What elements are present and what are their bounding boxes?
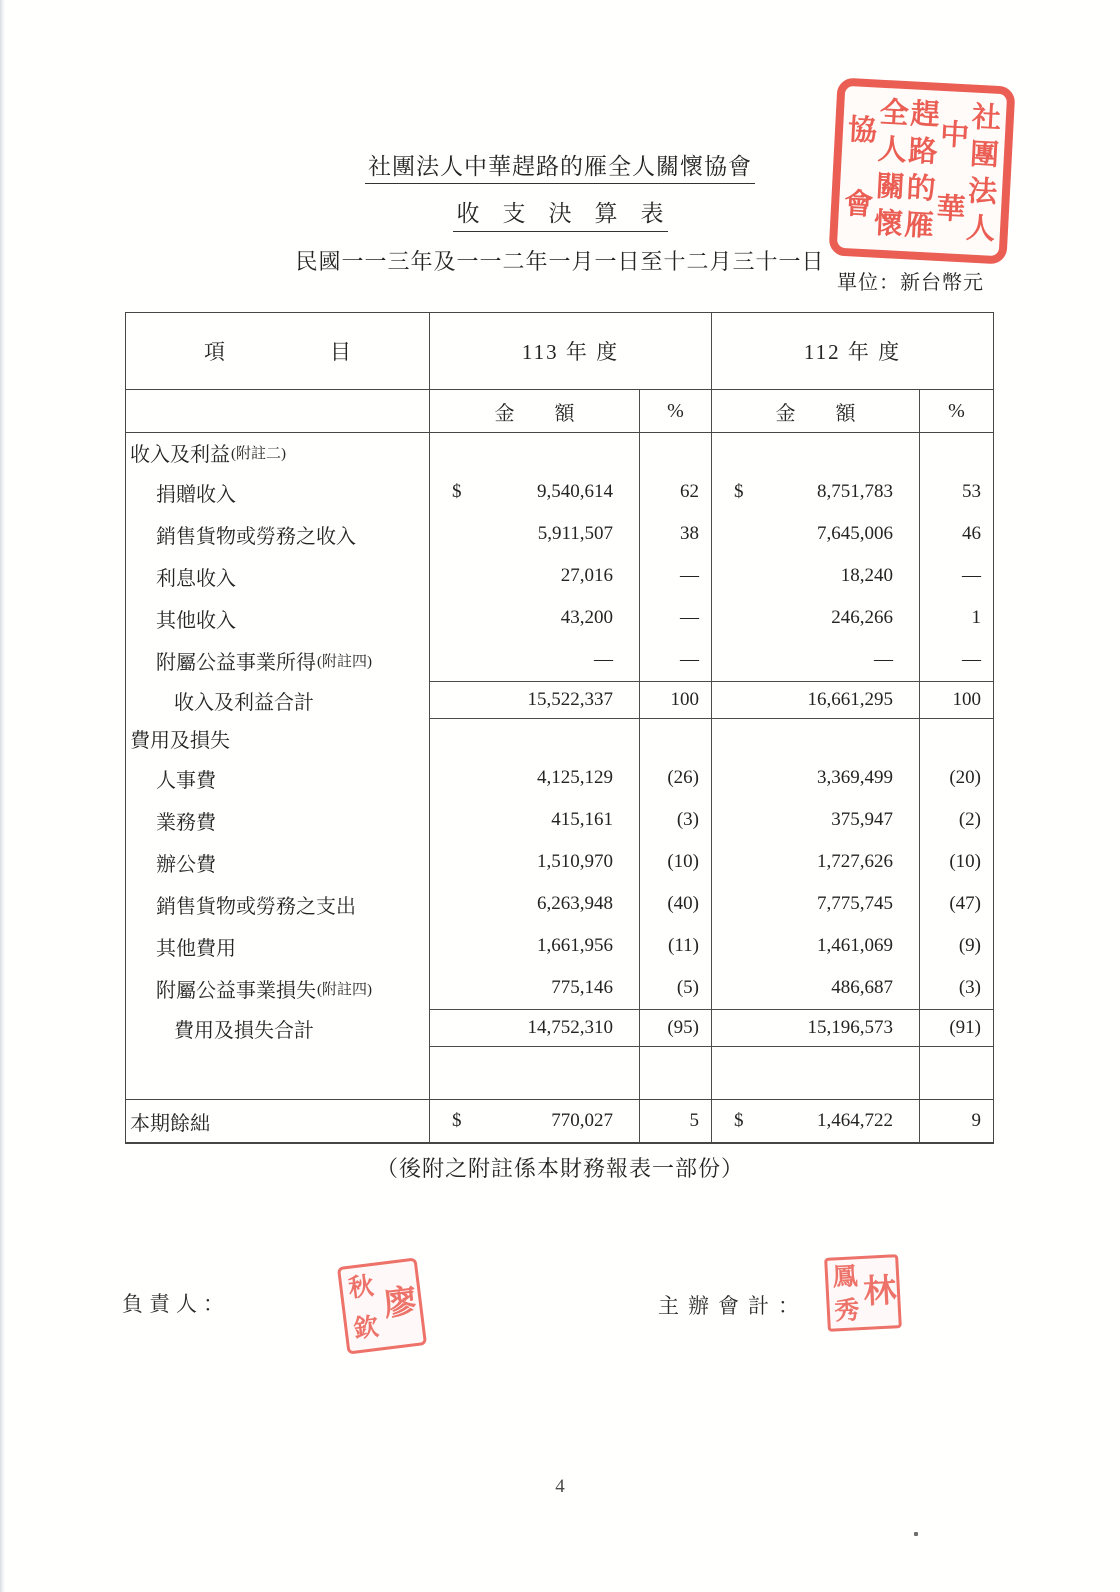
- principal-seal-stamp: [337, 1257, 427, 1354]
- column-header-year-112: 112 年 度: [711, 313, 993, 389]
- row-note-text: (附註四): [317, 981, 372, 998]
- amount-value: 27,016: [560, 565, 613, 586]
- percent-cell-113: [639, 841, 711, 883]
- percent-cell-112: [919, 555, 993, 597]
- percent-cell-113: [639, 1009, 711, 1047]
- amount-cell-113: [429, 555, 639, 597]
- percent-value: (40): [667, 893, 699, 914]
- amount-value: 375,947: [831, 809, 893, 830]
- row-label-cell: [126, 597, 429, 639]
- table-row: [126, 883, 993, 925]
- row-label-cell: [126, 799, 429, 841]
- amount-cell-113: [429, 513, 639, 555]
- row-label-cell: [126, 841, 429, 883]
- amount-value: 43,200: [560, 607, 613, 628]
- row-label-text: 人事費: [156, 769, 216, 792]
- page-number: 4: [555, 1476, 565, 1497]
- table-row: [126, 513, 993, 555]
- amount-value: 14,752,310: [527, 1017, 613, 1038]
- percent-cell-113: [639, 597, 711, 639]
- seal-character: 秀: [833, 1296, 861, 1326]
- amount-value: 1,461,069: [817, 935, 893, 956]
- row-label-cell: [126, 1047, 429, 1099]
- column-header-percent-112: %: [919, 390, 993, 432]
- row-label-text: 收入及利益合計: [174, 691, 314, 714]
- dollar-sign: $: [452, 481, 462, 502]
- table-row: [126, 681, 993, 719]
- percent-cell-113: [639, 967, 711, 1009]
- row-label-cell: [126, 1100, 429, 1142]
- row-label-text: 本期餘絀: [130, 1112, 210, 1135]
- amount-value: 4,125,129: [537, 767, 613, 788]
- percent-cell-112: [919, 1047, 993, 1099]
- percent-cell-112: [919, 681, 993, 719]
- row-label-cell: [126, 433, 429, 471]
- amount-cell-113: [429, 1009, 639, 1047]
- accountant-signature-label: 主辦會計：: [658, 1294, 808, 1318]
- percent-value: (47): [949, 893, 981, 914]
- amount-cell-112: [711, 757, 919, 799]
- amount-value: 16,661,295: [807, 689, 893, 710]
- row-label-cell: [126, 639, 429, 681]
- row-note-text: (附註二): [231, 445, 286, 462]
- seal-character: 會: [843, 187, 874, 221]
- percent-cell-113: [639, 1047, 711, 1099]
- row-label-cell: [126, 925, 429, 967]
- seal-left-column: [827, 1259, 865, 1329]
- row-label-text: 附屬公益事業所得: [156, 651, 316, 674]
- dollar-sign: $: [734, 1110, 744, 1131]
- seal-character: 關: [874, 170, 906, 205]
- row-label-text: 費用及損失合計: [174, 1019, 314, 1042]
- row-label-text: 辦公費: [156, 853, 216, 876]
- amount-value: 9,540,614: [537, 481, 613, 502]
- table-row: [126, 1099, 993, 1142]
- table-row: [126, 639, 993, 681]
- table-header-row-measures: [126, 390, 993, 433]
- amount-cell-113: [429, 799, 639, 841]
- amount-value: 1,727,626: [817, 851, 893, 872]
- accountant-seal-stamp: [824, 1254, 902, 1332]
- percent-value: 38: [680, 523, 699, 544]
- table-row: [126, 841, 993, 883]
- row-label-text: 其他費用: [156, 937, 236, 960]
- percent-cell-112: [919, 597, 993, 639]
- row-label-text: 銷售貨物或勞務之支出: [156, 895, 356, 918]
- percent-cell-113: [639, 433, 711, 471]
- percent-value: 100: [952, 689, 981, 710]
- seal-character: 人: [965, 212, 996, 246]
- amount-cell-112: [711, 639, 919, 681]
- amount-cell-112: [711, 883, 919, 925]
- seal-character: 雁: [903, 209, 935, 243]
- amount-value: 7,775,745: [817, 893, 893, 914]
- table-row: [126, 1009, 993, 1047]
- seal-character: 團: [969, 138, 1000, 172]
- dollar-sign: $: [734, 481, 744, 502]
- currency-unit-label: 單位：新台幣元: [837, 272, 984, 294]
- amount-value: 3,369,499: [817, 767, 893, 788]
- row-label-text: 銷售貨物或勞務之收入: [156, 525, 356, 548]
- percent-cell-113: [639, 883, 711, 925]
- percent-value: (91): [949, 1017, 981, 1038]
- percent-cell-113: [639, 513, 711, 555]
- seal-character: 秋: [347, 1272, 376, 1303]
- percent-cell-112: [919, 471, 993, 513]
- percent-cell-112: [919, 433, 993, 471]
- amount-cell-113: [429, 597, 639, 639]
- percent-value: 1: [971, 607, 981, 628]
- percent-value: —: [962, 565, 981, 586]
- table-row: [126, 597, 993, 639]
- amount-cell-112: [711, 597, 919, 639]
- dollar-sign: $: [452, 1110, 462, 1131]
- amount-cell-112: [711, 513, 919, 555]
- seal-character: 全: [878, 96, 910, 131]
- seal-character: 路: [907, 135, 939, 169]
- row-label-text: 捐贈收入: [156, 483, 236, 506]
- table-row: [126, 1047, 993, 1099]
- percent-value: 46: [962, 523, 981, 544]
- seal-character: 華: [935, 192, 967, 226]
- amount-cell-113: [429, 471, 639, 513]
- amount-cell-112: [711, 1009, 919, 1047]
- principal-signature-label: 負責人：: [122, 1292, 230, 1316]
- row-label-cell: [126, 967, 429, 1009]
- amount-value: 6,263,948: [537, 893, 613, 914]
- seal-character: 趕: [909, 98, 941, 132]
- table-row: [126, 757, 993, 799]
- amount-value: 5,911,507: [537, 523, 613, 544]
- percent-value: (3): [676, 809, 699, 830]
- percent-value: 9: [971, 1110, 981, 1131]
- amount-cell-112: [711, 1047, 919, 1099]
- income-expense-table: [125, 312, 994, 1144]
- percent-cell-112: [919, 1100, 993, 1142]
- row-note-text: (附註四): [317, 653, 372, 670]
- column-header-amount-113: 金 額: [429, 390, 639, 432]
- percent-cell-113: [639, 681, 711, 719]
- amount-cell-113: [429, 1047, 639, 1099]
- amount-value: 15,522,337: [527, 689, 613, 710]
- seal-character: 協: [847, 113, 878, 148]
- organization-name: 社團法人中華趕路的雁全人關懷協會: [365, 148, 755, 184]
- percent-cell-112: [919, 967, 993, 1009]
- footnote: （後附之附註係本財務報表一部份）: [375, 1156, 744, 1181]
- table-row: [126, 471, 993, 513]
- row-label-text: 附屬公益事業損失: [156, 979, 316, 1002]
- scan-speck: [914, 1532, 918, 1536]
- percent-value: 62: [680, 481, 699, 502]
- row-label-cell: [126, 555, 429, 597]
- percent-value: 100: [670, 689, 699, 710]
- seal-character: 鳳: [831, 1262, 859, 1292]
- amount-value: 775,146: [551, 977, 613, 998]
- row-label-text: 利息收入: [156, 567, 236, 590]
- percent-value: 5: [689, 1110, 699, 1131]
- amount-value: 246,266: [831, 607, 893, 628]
- document-title: 收 支 決 算 表: [453, 195, 668, 232]
- percent-value: (20): [949, 767, 981, 788]
- seal-column: [964, 100, 1003, 249]
- amount-cell-113: [429, 883, 639, 925]
- percent-cell-113: [639, 1100, 711, 1142]
- column-header-amount-112: 金 額: [711, 390, 919, 432]
- seal-character: 人: [876, 133, 908, 168]
- amount-cell-112: [711, 1100, 919, 1142]
- row-label-cell: [126, 883, 429, 925]
- percent-value: (10): [667, 851, 699, 872]
- percent-cell-112: [919, 883, 993, 925]
- amount-cell-113: [429, 639, 639, 681]
- amount-cell-112: [711, 967, 919, 1009]
- row-label-text: 收入及利益: [130, 443, 230, 466]
- amount-value: 770,027: [551, 1110, 613, 1131]
- seal-character: 法: [967, 175, 998, 209]
- row-label-cell: [126, 719, 429, 757]
- amount-cell-112: [711, 719, 919, 757]
- table-header-row-years: [126, 313, 993, 390]
- amount-cell-113: [429, 757, 639, 799]
- percent-cell-113: [639, 555, 711, 597]
- column-header-year-113: 113 年 度: [429, 313, 711, 389]
- seal-character: 欽: [352, 1313, 381, 1344]
- row-label-cell: [126, 681, 429, 719]
- seal-character: 中: [939, 118, 971, 152]
- percent-cell-112: [919, 841, 993, 883]
- row-label-cell: [126, 471, 429, 513]
- amount-value: 8,751,783: [817, 481, 893, 502]
- percent-value: (9): [958, 935, 981, 956]
- organization-seal-stamp: [828, 77, 1015, 264]
- column-header-item: 項 目: [204, 340, 351, 364]
- amount-value: 18,240: [840, 565, 893, 586]
- amount-cell-113: [429, 967, 639, 1009]
- seal-character: 懷: [873, 207, 904, 242]
- percent-value: —: [680, 649, 699, 670]
- amount-cell-112: [711, 471, 919, 513]
- row-label-text: 費用及損失: [130, 729, 230, 752]
- row-label-cell: [126, 757, 429, 799]
- amount-value: 1,464,722: [817, 1110, 893, 1131]
- row-label-text: 業務費: [156, 811, 216, 834]
- percent-value: (2): [958, 809, 981, 830]
- column-header-percent-113: %: [639, 390, 711, 432]
- row-label-cell: [126, 1009, 429, 1047]
- percent-value: (95): [667, 1017, 699, 1038]
- percent-value: —: [680, 565, 699, 586]
- amount-cell-112: [711, 799, 919, 841]
- percent-value: (11): [668, 935, 699, 956]
- percent-value: (10): [949, 851, 981, 872]
- amount-value: 7,645,006: [817, 523, 893, 544]
- percent-cell-112: [919, 757, 993, 799]
- percent-cell-113: [639, 757, 711, 799]
- amount-cell-112: [711, 681, 919, 719]
- amount-cell-112: [711, 433, 919, 471]
- percent-cell-113: [639, 719, 711, 757]
- amount-value: 415,161: [551, 809, 613, 830]
- amount-cell-113: [429, 1100, 639, 1142]
- table-row: [126, 967, 993, 1009]
- amount-cell-113: [429, 681, 639, 719]
- seal-right-column: [861, 1257, 899, 1327]
- percent-cell-113: [639, 471, 711, 513]
- table-row: [126, 925, 993, 967]
- amount-cell-112: [711, 925, 919, 967]
- percent-cell-112: [919, 513, 993, 555]
- percent-value: (5): [676, 977, 699, 998]
- amount-cell-112: [711, 841, 919, 883]
- amount-value: —: [874, 649, 893, 670]
- table-body: [126, 433, 993, 1142]
- percent-cell-113: [639, 799, 711, 841]
- percent-cell-112: [919, 799, 993, 841]
- amount-cell-112: [711, 555, 919, 597]
- amount-cell-113: [429, 925, 639, 967]
- percent-cell-112: [919, 719, 993, 757]
- percent-cell-113: [639, 925, 711, 967]
- seal-character: 的: [905, 172, 937, 206]
- amount-value: 1,661,956: [537, 935, 613, 956]
- percent-cell-112: [919, 639, 993, 681]
- row-label-cell: [126, 513, 429, 555]
- table-row: [126, 799, 993, 841]
- percent-value: (26): [667, 767, 699, 788]
- table-row: [126, 719, 993, 757]
- amount-value: 486,687: [831, 977, 893, 998]
- amount-cell-113: [429, 841, 639, 883]
- table-row: [126, 433, 993, 471]
- percent-cell-113: [639, 639, 711, 681]
- column-header-empty: [126, 390, 429, 432]
- percent-value: (3): [958, 977, 981, 998]
- percent-cell-112: [919, 1009, 993, 1047]
- amount-value: 1,510,970: [537, 851, 613, 872]
- seal-character: 社: [971, 101, 1002, 136]
- percent-value: 53: [962, 481, 981, 502]
- amount-cell-113: [429, 433, 639, 471]
- amount-value: 15,196,573: [807, 1017, 893, 1038]
- reporting-period: 民國一一三年及一一二年一月一日至十二月三十一日: [295, 249, 825, 274]
- percent-value: —: [680, 607, 699, 628]
- amount-value: —: [594, 649, 613, 670]
- table-row: [126, 555, 993, 597]
- amount-cell-113: [429, 719, 639, 757]
- percent-value: —: [962, 649, 981, 670]
- percent-cell-112: [919, 925, 993, 967]
- seal-character: 林: [862, 1272, 898, 1311]
- seal-character: 廖: [381, 1283, 419, 1324]
- row-label-text: 其他收入: [156, 609, 236, 632]
